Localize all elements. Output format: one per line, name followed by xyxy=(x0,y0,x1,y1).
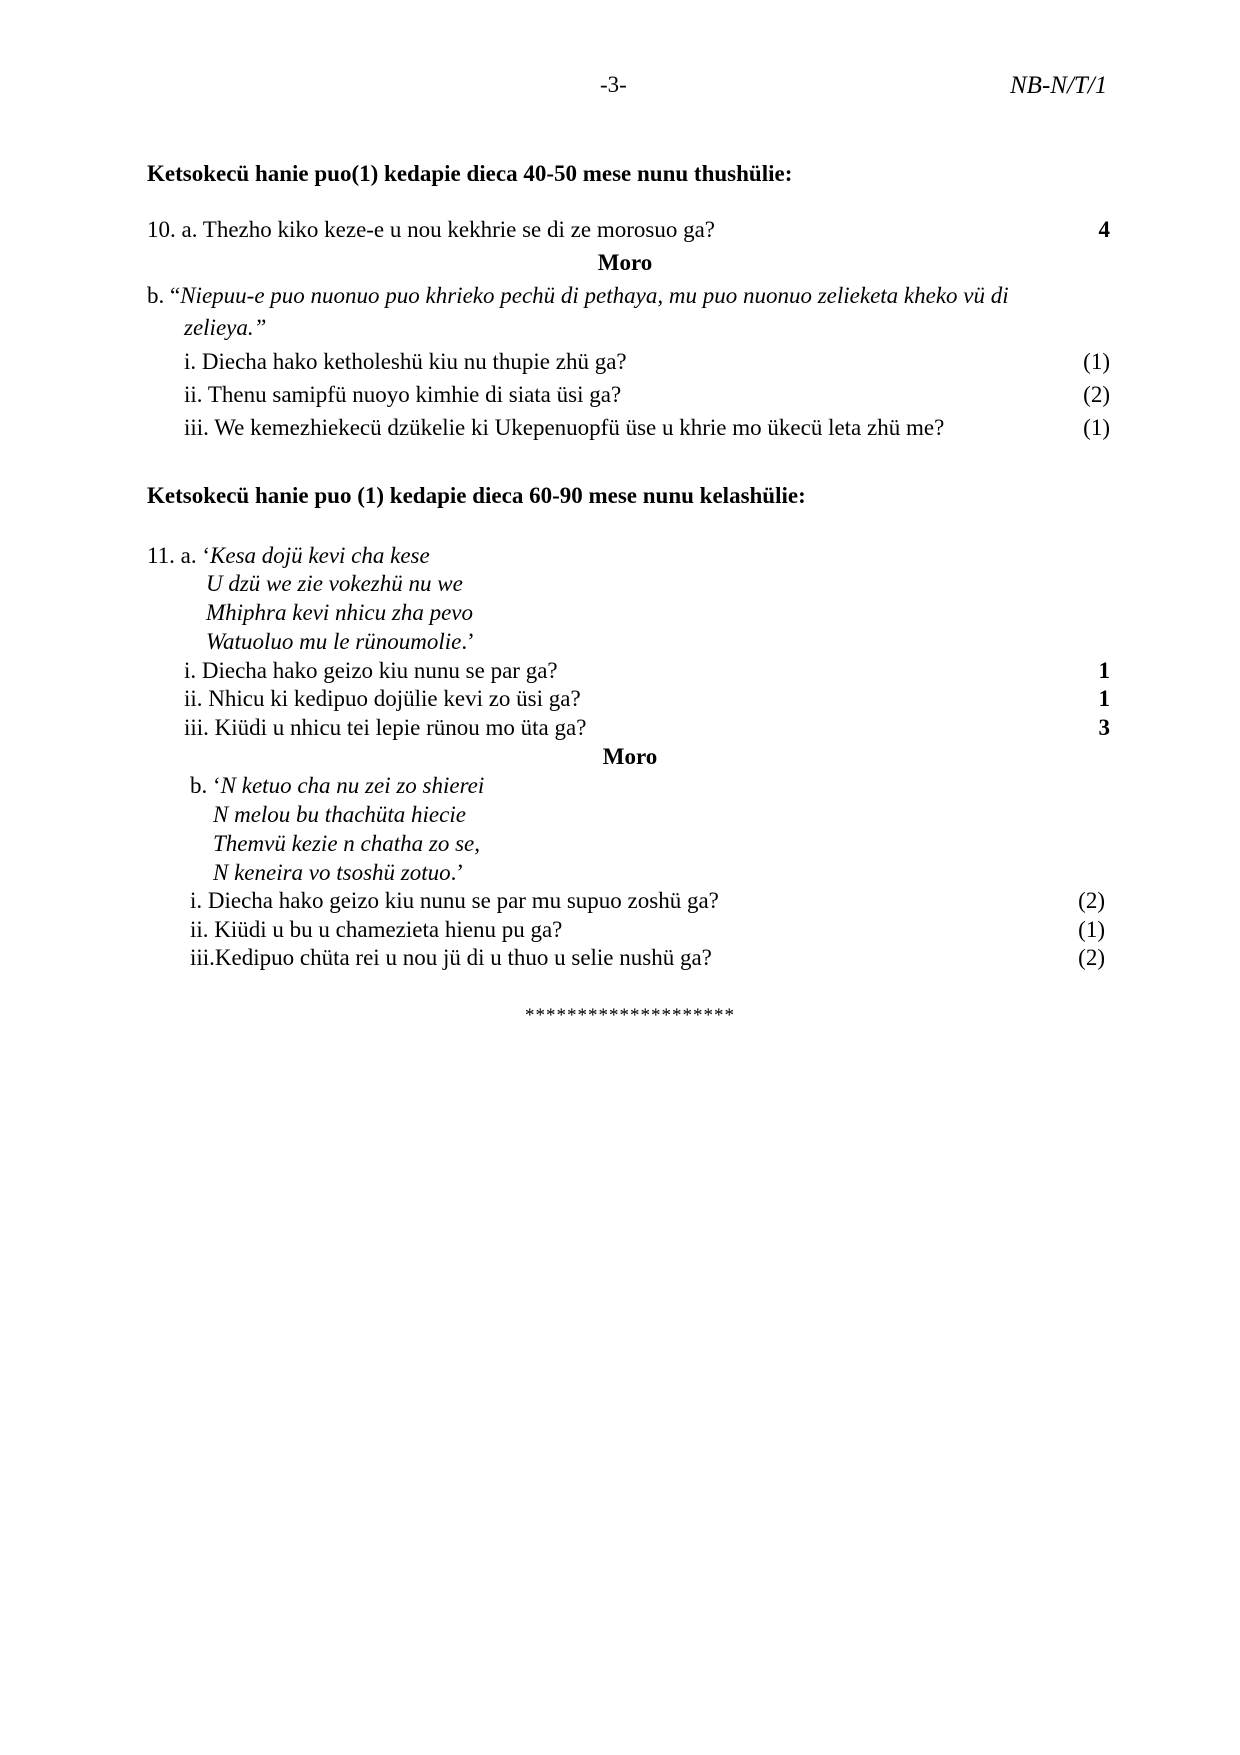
q11b-sub-2-marks: (1) xyxy=(1078,917,1105,942)
q10b-sub-3: iii. We kemezhiekecü dzükelie ki Ukepenuopfü üse u khrie mo ükecü leta zhü me? xyxy=(184,415,945,440)
q11b-sub-1: i. Diecha hako geizo kiu nunu se par mu supuo zoshü ga? xyxy=(190,888,719,913)
q11b-sub-3-marks: (2) xyxy=(1078,945,1105,970)
q11a-sub-3: iii. Kiüdi u nhicu tei lepie rünou mo üta ga? xyxy=(184,715,587,740)
q10b-line-1 xyxy=(147,284,1009,307)
q11b-prefix: b. ‘ xyxy=(190,773,221,798)
q10b-sub-3-marks: (1) xyxy=(1083,415,1110,440)
q11a-close: .’ xyxy=(461,629,475,654)
q11b-verse-2: N melou bu thachüta hiecie xyxy=(213,802,466,827)
q11a-verse-2: U dzü we zie vokezhü nu we xyxy=(206,571,463,596)
q11a-sub-1: i. Diecha hako geizo kiu nunu se par ga? xyxy=(184,658,558,683)
q11a-sub-1-marks: 1 xyxy=(1098,658,1110,683)
q11a-line-1 xyxy=(147,544,430,567)
q11b-verse-3: Themvü kezie n chatha zo se, xyxy=(213,831,480,856)
q11b-verse-4: N keneira vo tsoshü zotuo xyxy=(213,860,451,885)
q11a-sub-2-marks: 1 xyxy=(1098,686,1110,711)
q11a-sub-2: ii. Nhicu ki kedipuo dojülie kevi zo üsi ga? xyxy=(184,686,581,711)
q11b-line-1 xyxy=(190,774,484,797)
page-number: -3- xyxy=(600,72,627,97)
q10a-marks: 4 xyxy=(1098,217,1110,242)
q11b-sub-3: iii.Kedipuo chüta rei u nou jü di u thuo u selie nushü ga? xyxy=(190,945,712,970)
section-1-heading: Ketsokecü hanie puo(1) kedapie dieca 40-50 mese nunu thushülie: xyxy=(147,161,793,186)
q11a-verse-3: Mhiphra kevi nhicu zha pevo xyxy=(206,600,473,625)
q10b-sub-2-marks: (2) xyxy=(1083,382,1110,407)
q11a-sub-3-marks: 3 xyxy=(1098,715,1110,740)
q10-or-label: Moro xyxy=(597,250,653,275)
q11a-prefix: 11. a. ‘ xyxy=(147,543,211,568)
q11b-sub-2: ii. Kiüdi u bu u chamezieta hienu pu ga? xyxy=(190,917,563,942)
q10b-quote-line-2: zelieya.” xyxy=(184,315,267,340)
document-code: NB-N/T/1 xyxy=(1010,72,1108,99)
q10b-sub-2: ii. Thenu samipfü nuoyo kimhie di siata üsi ga? xyxy=(184,382,622,407)
q11a-line-4 xyxy=(206,630,475,653)
q11-or-label: Moro xyxy=(602,744,658,769)
end-separator: ******************** xyxy=(525,1005,735,1026)
q10b-sub-1: i. Diecha hako ketholeshü kiu nu thupie zhü ga? xyxy=(184,349,627,374)
q11a-verse-1: Kesa dojü kevi cha kese xyxy=(210,543,430,568)
q10b-quote-line-1: Niepuu-e puo nuonuo puo khrieko pechü di pethaya, mu puo nuonuo zelieketa kheko vü di xyxy=(180,283,1009,308)
q10a-text: 10. a. Thezho kiko keze-e u nou kekhrie se di ze morosuo ga? xyxy=(147,217,715,242)
q11b-close: .’ xyxy=(450,860,465,885)
q11a-verse-4: Watuoluo mu le rünoumolie xyxy=(206,629,462,654)
q10b-sub-1-marks: (1) xyxy=(1083,349,1110,374)
q11b-line-4 xyxy=(213,861,464,884)
q11b-sub-1-marks: (2) xyxy=(1078,888,1105,913)
section-2-heading: Ketsokecü hanie puo (1) kedapie dieca 60-90 mese nunu kelashülie: xyxy=(147,483,806,508)
q11b-verse-1: N ketuo cha nu zei zo shierei xyxy=(220,773,485,798)
q10b-prefix: b. “ xyxy=(147,283,181,308)
